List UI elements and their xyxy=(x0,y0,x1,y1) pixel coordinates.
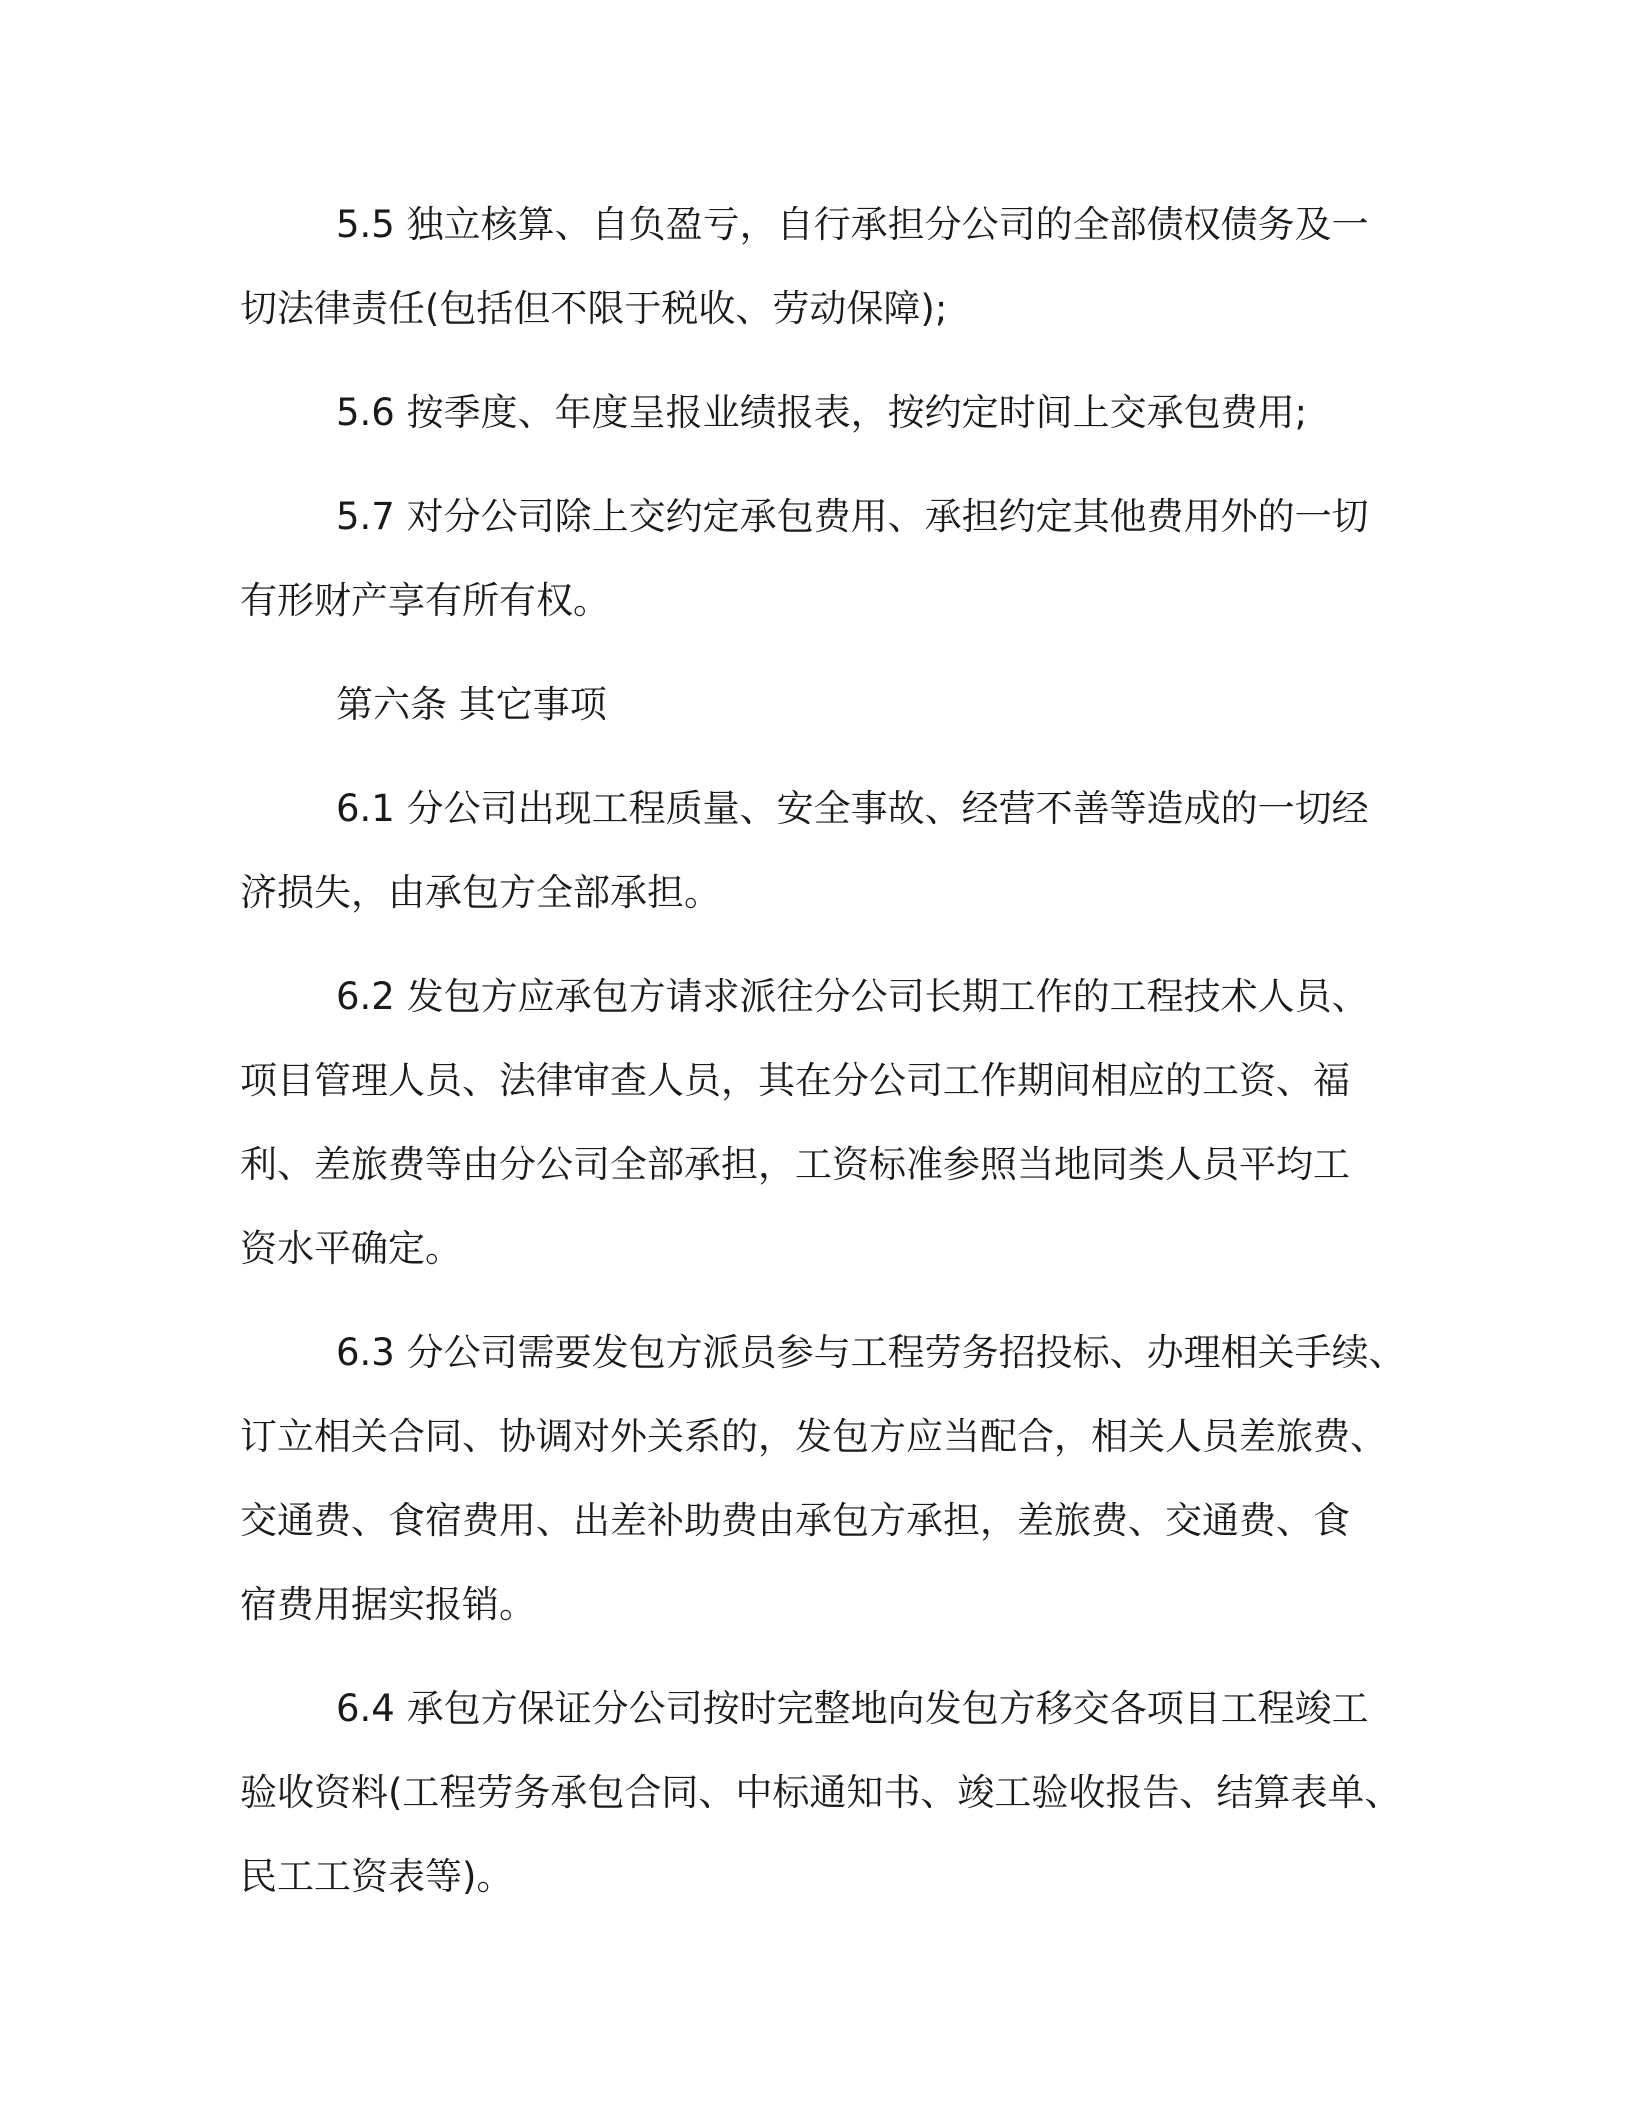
document-body xyxy=(240,183,1406,1919)
clause-6-3 xyxy=(240,1311,1406,1647)
clause-5-7 xyxy=(240,475,1390,643)
clause-5-5 xyxy=(240,183,1390,351)
text-line: 民工工资表等)。 xyxy=(240,1855,514,1898)
clause-5-6 xyxy=(240,371,1390,455)
article-6-heading xyxy=(240,663,1390,747)
text-line: 宿费用据实报销。 xyxy=(240,1583,536,1626)
text-line: 有形财产享有所有权。 xyxy=(240,579,610,622)
text-line: 6.3 分公司需要发包方派员参与工程劳务招投标、办理相关手续、 xyxy=(336,1331,1406,1374)
text-line: 项目管理人员、法律审查人员，其在分公司工作期间相应的工资、福 xyxy=(240,1059,1350,1102)
text-line: 5.7 对分公司除上交约定承包费用、承担约定其他费用外的一切 xyxy=(336,495,1369,538)
text-line: 验收资料(工程劳务承包合同、中标通知书、竣工验收报告、结算表单、 xyxy=(240,1771,1402,1814)
text-line: 利、差旅费等由分公司全部承担，工资标准参照当地同类人员平均工 xyxy=(240,1143,1350,1186)
text-line: 6.2 发包方应承包方请求派往分公司长期工作的工程技术人员、 xyxy=(336,975,1369,1018)
text-line: 5.5 独立核算、自负盈亏，自行承担分公司的全部债权债务及一 xyxy=(336,203,1369,246)
text-line: 6.1 分公司出现工程质量、安全事故、经营不善等造成的一切经 xyxy=(336,787,1369,830)
text-line: 6.4 承包方保证分公司按时完整地向发包方移交各项目工程竣工 xyxy=(336,1687,1369,1730)
clause-6-4 xyxy=(240,1667,1402,1919)
clause-6-1 xyxy=(240,767,1390,935)
text-line: 济损失，由承包方全部承担。 xyxy=(240,871,721,914)
text-line: 第六条 其它事项 xyxy=(336,683,607,726)
text-line: 资水平确定。 xyxy=(240,1227,462,1270)
text-line: 5.6 按季度、年度呈报业绩报表，按约定时间上交承包费用; xyxy=(336,391,1308,434)
text-line: 交通费、食宿费用、出差补助费由承包方承担，差旅费、交通费、食 xyxy=(240,1499,1350,1542)
clause-6-2 xyxy=(240,955,1390,1291)
text-line: 切法律责任(包括但不限于税收、劳动保障); xyxy=(240,287,948,330)
text-line: 订立相关合同、协调对外关系的，发包方应当配合，相关人员差旅费、 xyxy=(240,1415,1387,1458)
